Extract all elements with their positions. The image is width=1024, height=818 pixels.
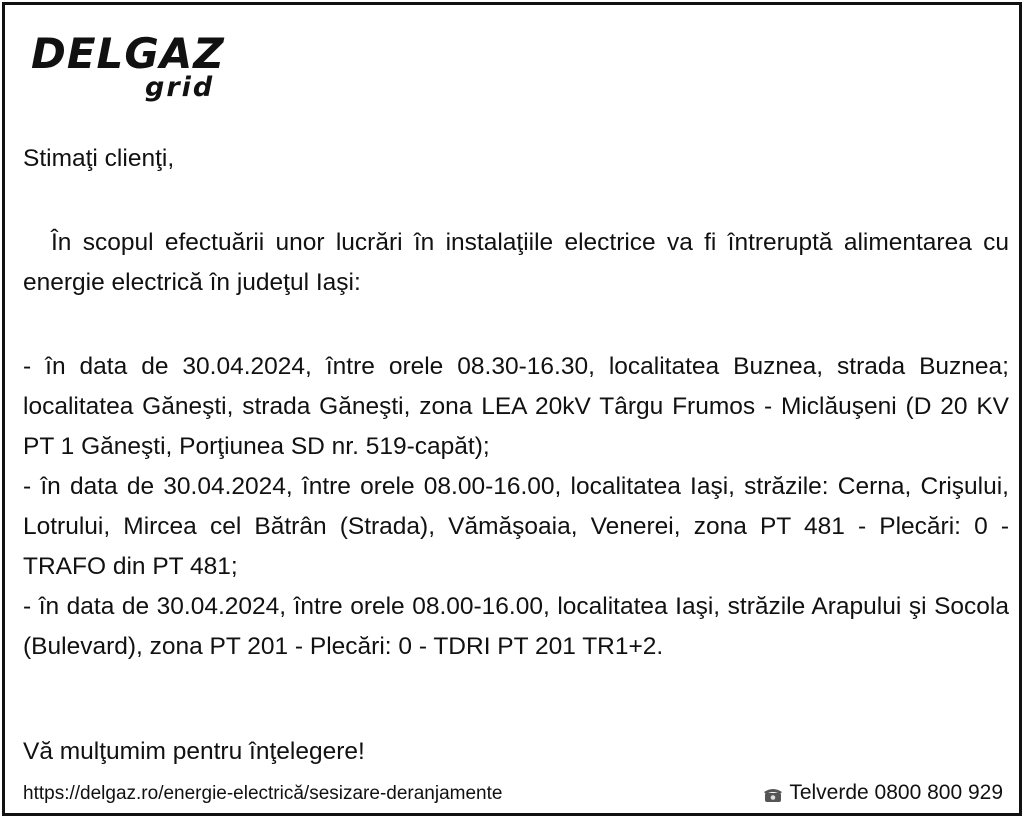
telephone-icon (763, 785, 783, 801)
greeting: Stimaţi clienţi, (23, 145, 175, 172)
logo-brand: DELGAZ (31, 29, 225, 78)
footer-url-link[interactable]: https://delgaz.ro/energie-electrică/sesizare-deranjamente (23, 783, 503, 804)
outage-list (23, 347, 1009, 667)
thanks-line: Vă mulţumim pentru înţelegere! (23, 738, 365, 765)
logo-sub: grid (145, 72, 215, 103)
footer-phone (763, 781, 1003, 805)
phone-number: Telverde 0800 800 929 (789, 781, 1003, 804)
notice-frame (2, 2, 1022, 816)
intro-paragraph: În scopul efectuării unor lucrări în instalaţiile electrice va fi întreruptă alimentarea cu energie electrică în judeţul Iaşi: (23, 229, 1009, 296)
delgaz-grid-logo (31, 29, 231, 105)
outage-item: - în data de 30.04.2024, între orele 08.00-16.00, localitatea Iaşi, străzile Arapului şi Socola (Bulevard), zona PT 201 - Plecări: 0 - TDRI PT 201 TR1+2. (23, 593, 1009, 660)
outage-item: - în data de 30.04.2024, între orele 08.30-16.30, localitatea Buznea, strada Buznea; localitatea Găneşti, strada Găneşti, zona LEA 20kV Târgu Frumos - Miclăuşeni (D 20 KV PT 1 Găneşti, Porţiunea SD nr. 519-capăt); (23, 353, 1009, 460)
outage-item: - în data de 30.04.2024, între orele 08.00-16.00, localitatea Iaşi, străzile: Cerna, Crişului, Lotrului, Mircea cel Bătrân (Strada), Vămăşoaia, Venerei, zona PT 481 - Plecări: 0 - TRAFO din PT 481; (23, 473, 1009, 580)
